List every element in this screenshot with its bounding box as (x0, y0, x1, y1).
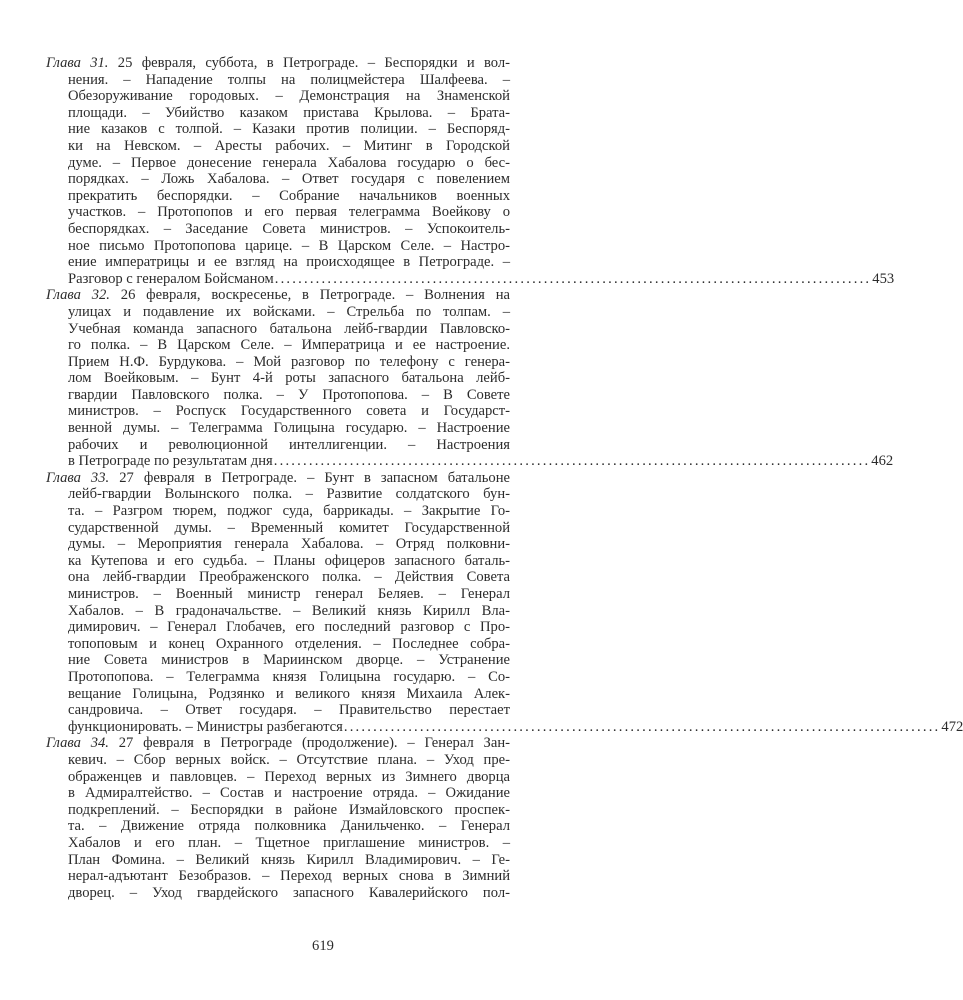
toc-entry (46, 469, 963, 736)
entry-text: прекратить беспорядки. – Собрание начальников военных (68, 187, 510, 204)
entry-text: го полка. – В Царском Селе. – Императрица и ее настроение. (68, 337, 510, 354)
entry-text: димирович. – Генерал Глобачев, его последний разговор с Про- (68, 619, 510, 636)
toc-entry-line (68, 304, 510, 321)
toc-entry-line (68, 636, 510, 653)
toc-entry-line (68, 238, 510, 255)
entry-text: сударственной думы. – Временный комитет Государственной (68, 519, 510, 536)
entry-text: площади. – Убийство казаком пристава Крылова. – Брата- (68, 104, 510, 121)
chapter-label: Глава 33. (46, 469, 110, 486)
toc-entry-line (68, 852, 510, 869)
entry-text: Протопопова. – Телеграмма князя Голицына государю. – Со- (68, 668, 510, 685)
entry-text: нения. – Нападение толпы на полицмейстера Шалфеева. – (68, 71, 510, 88)
entry-text: министров. – Военный министр генерал Беляев. – Генерал (68, 586, 510, 602)
entry-text: ка Кутепова и его судьба. – Планы офицеров запасного баталь- (68, 552, 510, 569)
chapter-label: Глава 32. (46, 287, 110, 304)
entry-text: улицах и подавление их войсками. – Стрельба по толпам. – (68, 303, 510, 320)
toc-entry-line (68, 420, 510, 437)
toc-entry-line (68, 270, 895, 288)
entry-text: ное письмо Протопопова царице. – В Царском Селе. – Настро- (68, 237, 510, 254)
entry-page-number: 472 (941, 718, 963, 735)
entry-text: беспорядках. – Заседание Совета министров. – Успокоитель- (68, 220, 510, 237)
toc-entry-line (68, 536, 510, 553)
toc-entry-line (68, 785, 510, 802)
toc-entry-line (68, 138, 510, 155)
entry-text: лейб-гвардии Волынского полка. – Развитие солдатского бун- (68, 486, 510, 503)
toc-entry-line (68, 254, 510, 271)
entry-text: та. – Разгром тюрем, поджог суда, баррикады. – Закрытие Го- (68, 503, 510, 520)
entry-text: думы. – Мероприятия генерала Хабалова. – Отряд полковни- (68, 536, 510, 553)
entry-text: в Петрограде по результатам дня (68, 453, 273, 470)
toc-entry-heading-line (46, 287, 510, 304)
entry-text: Разговор с генералом Бойсманом (68, 270, 274, 287)
toc-entry-line (68, 520, 510, 537)
entry-text: ние казаков с толпой. – Казаки против полиции. – Беспоряд- (68, 121, 510, 138)
entry-text: кевич. – Сбор верных войск. – Отсутствие плана. – Уход пре- (68, 751, 510, 768)
toc-entry-line (68, 221, 510, 238)
entry-text: 26 февраля, воскресенье, в Петрограде. – Волнения на (120, 287, 510, 304)
entry-text: рабочих и революционной интеллигенции. – Настроения (68, 436, 510, 453)
toc-entry-line (68, 88, 510, 105)
toc-entry-line (68, 868, 510, 885)
toc-entry-line (68, 686, 510, 703)
entry-text: подкреплений. – Беспорядки в районе Измайловского проспек- (68, 801, 510, 818)
toc-entry-line (68, 586, 510, 603)
toc-entry-line (68, 553, 510, 570)
entry-text: Хабалов и его план. – Тщетное приглашение министров. – (68, 834, 510, 851)
toc-entry-line (68, 403, 510, 420)
entry-text: 27 февраля в Петрограде (продолжение). – Генерал Зан- (118, 735, 510, 752)
entry-text: Обезоруживание городовых. – Демонстрация на Знаменской (68, 88, 510, 105)
toc-entry-line (68, 669, 510, 686)
toc-entry-line (68, 437, 510, 454)
entry-text: топоповым и конец Охранного отделения. – Последнее собра- (68, 635, 510, 652)
toc-entry-line (68, 818, 510, 835)
toc-entry-line (68, 204, 510, 221)
entry-page-number: 462 (871, 453, 894, 470)
toc-entry (46, 55, 895, 287)
entry-text: функционировать. – Министры разбегаются (68, 718, 343, 735)
toc-entry-line (68, 387, 510, 404)
toc-entry-line (68, 188, 510, 205)
entry-text: 25 февраля, суббота, в Петрограде. – Беспорядки и вол- (117, 55, 510, 71)
toc-entry-line (68, 453, 894, 470)
toc-entry-line (68, 503, 510, 520)
chapter-label: Глава 31. (46, 55, 109, 71)
toc-entry-line (68, 321, 510, 338)
toc-entry-line (68, 603, 510, 620)
entry-page-number: 453 (872, 270, 895, 287)
entry-text: думе. – Первое донесение генерала Хабалова государю о бес- (68, 154, 510, 171)
entry-text: ображенцев и павловцев. – Переход верных из Зимнего дворца (68, 768, 510, 785)
entry-text: План Фомина. – Великий князь Кирилл Владимирович. – Ге- (68, 851, 510, 868)
entry-text: та. – Движение отряда полковника Данильченко. – Генерал (68, 818, 510, 835)
toc-entry-line (68, 486, 510, 503)
entry-text: Хабалов. – В градоначальстве. – Великий князь Кирилл Вла- (68, 602, 510, 619)
entry-text: министров. – Роспуск Государственного совета и Государст- (68, 403, 510, 420)
toc-entry-line (68, 72, 510, 89)
entry-text: ние Совета министров в Мариинском дворце. – Устранение (68, 652, 510, 669)
toc-entry-line (68, 885, 510, 902)
entry-text: Учебная команда запасного батальона лейб-гвардии Павловско- (68, 320, 510, 337)
dot-leader: ...................................................................................................... (273, 453, 871, 470)
toc-entry-line (68, 105, 510, 122)
entry-text: сандровича. – Ответ государя. – Правительство перестает (68, 702, 510, 719)
entry-text: ки на Невском. – Аресты рабочих. – Митинг в Городской (68, 137, 510, 154)
entry-text: порядках. – Ложь Хабалова. – Ответ государя с повелением (68, 171, 510, 188)
toc-entry-line (68, 652, 510, 669)
entry-text: нерал-адъютант Безобразов. – Переход верных снова в Зимний (68, 868, 510, 885)
entry-text: 27 февраля в Петрограде. – Бунт в запасном батальоне (119, 469, 510, 486)
entry-text: гвардии Павловского полка. – У Протопопова. – В Совете (68, 386, 510, 403)
toc-entry-line (68, 718, 963, 736)
entry-text: дворец. – Уход гвардейского запасного Кавалерийского пол- (68, 884, 510, 901)
toc-entry-line (68, 619, 510, 636)
toc-entry-line (68, 702, 510, 719)
toc-entry (46, 287, 894, 470)
entry-text: ение императрицы и ее взгляд на происходящее в Петрограде. – (68, 254, 510, 271)
chapter-label: Глава 34. (46, 735, 109, 752)
entry-text: вещание Голицына, Родзянко и великого князя Михаила Алек- (68, 685, 510, 702)
toc-entry-line (68, 769, 510, 786)
entry-text: Прием Н.Ф. Бурдукова. – Мой разговор по телефону с генера- (68, 353, 510, 370)
toc-entry-line (68, 802, 510, 819)
toc-entry-line (68, 370, 510, 387)
entry-text: венной думы. – Телеграмма Голицына государю. – Настроение (68, 420, 510, 437)
toc-entry-line (68, 171, 510, 188)
toc-entry-line (68, 835, 510, 852)
entry-text: она лейб-гвардии Преображенского полка. – Действия Совета (68, 569, 510, 586)
page-number: 619 (312, 938, 334, 954)
entry-text: в Адмиралтейство. – Состав и настроение отряда. – Ожидание (68, 785, 510, 802)
dot-leader: ...................................................................................................... (343, 718, 941, 735)
entry-text: участков. – Протопопов и его первая телеграмма Воейкову о (68, 204, 510, 221)
dot-leader: ...................................................................................................... (274, 270, 872, 287)
toc-entry-line (68, 155, 510, 172)
toc-entry-line (68, 354, 510, 371)
toc-entry-line (68, 569, 510, 586)
toc-entry-line (68, 337, 510, 354)
toc-entry-heading-line (46, 55, 510, 72)
toc-entry-line (68, 752, 510, 769)
toc-entry (46, 735, 570, 901)
toc-entry-heading-line (46, 470, 510, 487)
toc-entry-line (68, 121, 510, 138)
toc-entry-heading-line (46, 735, 510, 752)
entry-text: лом Воейковым. – Бунт 4-й роты запасного батальона лейб- (68, 370, 510, 387)
table-of-contents (46, 55, 963, 901)
